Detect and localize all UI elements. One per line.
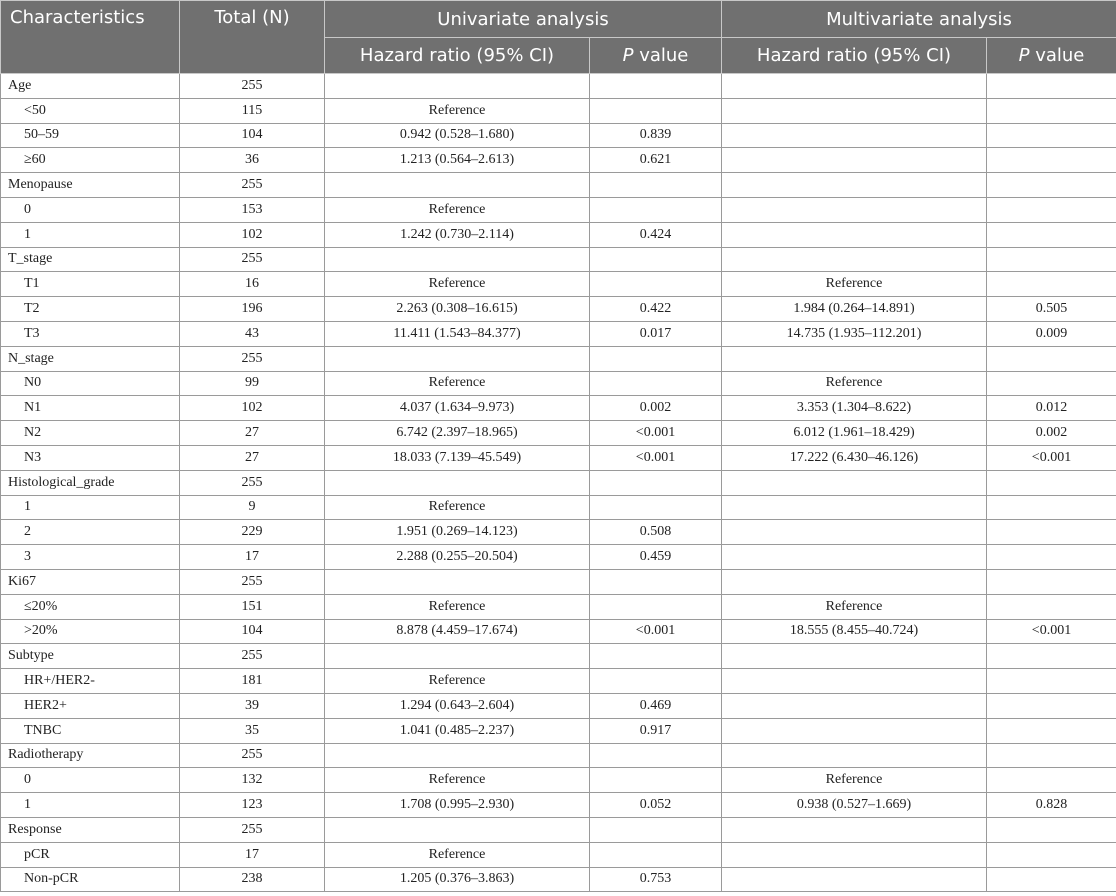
cell-multivariate-p: 0.505 (987, 297, 1116, 322)
cell-univariate-hr: Reference (325, 594, 590, 619)
cell-multivariate-p (987, 173, 1116, 198)
table-row (1, 569, 1116, 594)
cell-characteristic: pCR (1, 842, 180, 867)
cell-univariate-hr: Reference (325, 371, 590, 396)
cell-multivariate-hr (722, 173, 987, 198)
cell-total: 229 (180, 520, 325, 545)
cell-multivariate-hr: Reference (722, 371, 987, 396)
cell-total: 104 (180, 123, 325, 148)
table-row (1, 495, 1116, 520)
cell-multivariate-p (987, 470, 1116, 495)
table-row (1, 768, 1116, 793)
table-row (1, 445, 1116, 470)
cell-univariate-p: 0.459 (590, 545, 722, 570)
cell-characteristic: T2 (1, 297, 180, 322)
header-univariate: Univariate analysis (325, 1, 722, 38)
cell-multivariate-hr (722, 520, 987, 545)
cell-characteristic: HR+/HER2- (1, 669, 180, 694)
cell-univariate-hr: 4.037 (1.634–9.973) (325, 396, 590, 421)
table-row (1, 743, 1116, 768)
cell-univariate-hr (325, 346, 590, 371)
cell-multivariate-hr: Reference (722, 768, 987, 793)
cell-univariate-hr: 1.294 (0.643–2.604) (325, 693, 590, 718)
cell-multivariate-p (987, 644, 1116, 669)
cell-characteristic: N1 (1, 396, 180, 421)
table-row (1, 98, 1116, 123)
cell-univariate-p (590, 669, 722, 694)
table-row (1, 867, 1116, 892)
cell-univariate-p (590, 74, 722, 99)
cell-multivariate-hr: 1.984 (0.264–14.891) (722, 297, 987, 322)
cell-multivariate-hr (722, 98, 987, 123)
cell-multivariate-hr: 18.555 (8.455–40.724) (722, 619, 987, 644)
cell-univariate-p (590, 371, 722, 396)
table-row (1, 321, 1116, 346)
cell-total: 27 (180, 421, 325, 446)
cell-univariate-p: 0.753 (590, 867, 722, 892)
cell-univariate-p: 0.422 (590, 297, 722, 322)
cell-multivariate-hr (722, 197, 987, 222)
cell-multivariate-hr (722, 470, 987, 495)
cell-multivariate-p (987, 693, 1116, 718)
cell-characteristic: Histological_grade (1, 470, 180, 495)
cell-multivariate-p (987, 718, 1116, 743)
cell-characteristic: 3 (1, 545, 180, 570)
table-row (1, 545, 1116, 570)
cell-univariate-hr: Reference (325, 495, 590, 520)
cell-univariate-p: 0.002 (590, 396, 722, 421)
cell-total: 255 (180, 74, 325, 99)
cell-multivariate-p (987, 197, 1116, 222)
table-header (1, 1, 1116, 74)
cell-univariate-p: 0.052 (590, 793, 722, 818)
table-row (1, 669, 1116, 694)
cell-multivariate-hr (722, 842, 987, 867)
cell-multivariate-hr (722, 569, 987, 594)
table-row (1, 222, 1116, 247)
table-row (1, 148, 1116, 173)
header-univariate-p: P value (590, 38, 722, 74)
cell-multivariate-p (987, 594, 1116, 619)
cell-univariate-hr (325, 569, 590, 594)
cell-total: 9 (180, 495, 325, 520)
cell-multivariate-p (987, 222, 1116, 247)
cell-characteristic: N0 (1, 371, 180, 396)
cell-multivariate-p (987, 74, 1116, 99)
cell-total: 255 (180, 644, 325, 669)
cell-univariate-p: <0.001 (590, 445, 722, 470)
cell-characteristic: <50 (1, 98, 180, 123)
cell-total: 115 (180, 98, 325, 123)
table-row (1, 371, 1116, 396)
cell-univariate-hr: 1.242 (0.730–2.114) (325, 222, 590, 247)
cell-univariate-p (590, 817, 722, 842)
cell-univariate-p: 0.917 (590, 718, 722, 743)
cell-characteristic: Non-pCR (1, 867, 180, 892)
cell-multivariate-p (987, 669, 1116, 694)
cell-multivariate-hr (722, 222, 987, 247)
cell-total: 255 (180, 173, 325, 198)
cell-multivariate-hr: 0.938 (0.527–1.669) (722, 793, 987, 818)
cell-univariate-p (590, 743, 722, 768)
cell-total: 39 (180, 693, 325, 718)
cell-univariate-hr: 1.213 (0.564–2.613) (325, 148, 590, 173)
table-row (1, 297, 1116, 322)
header-characteristics: Characteristics (1, 1, 180, 74)
table-row (1, 842, 1116, 867)
cell-multivariate-hr (722, 346, 987, 371)
cell-univariate-hr: 2.263 (0.308–16.615) (325, 297, 590, 322)
cell-multivariate-p (987, 98, 1116, 123)
cell-univariate-hr (325, 247, 590, 272)
cell-multivariate-p (987, 743, 1116, 768)
table-row (1, 470, 1116, 495)
cell-univariate-hr: 0.942 (0.528–1.680) (325, 123, 590, 148)
header-multivariate-hr: Hazard ratio (95% CI) (722, 38, 987, 74)
cell-total: 43 (180, 321, 325, 346)
cell-univariate-p (590, 594, 722, 619)
cell-characteristic: >20% (1, 619, 180, 644)
table-row (1, 346, 1116, 371)
cell-multivariate-hr (722, 148, 987, 173)
table-row (1, 793, 1116, 818)
cell-univariate-hr: 1.205 (0.376–3.863) (325, 867, 590, 892)
cell-univariate-p: 0.424 (590, 222, 722, 247)
cell-total: 16 (180, 272, 325, 297)
cell-total: 102 (180, 396, 325, 421)
cell-univariate-p (590, 197, 722, 222)
cell-multivariate-hr: 3.353 (1.304–8.622) (722, 396, 987, 421)
cell-multivariate-p (987, 817, 1116, 842)
cell-multivariate-hr (722, 644, 987, 669)
cell-univariate-hr: Reference (325, 842, 590, 867)
table-row (1, 594, 1116, 619)
cell-characteristic: HER2+ (1, 693, 180, 718)
cell-univariate-p (590, 768, 722, 793)
cell-total: 255 (180, 569, 325, 594)
cell-total: 27 (180, 445, 325, 470)
cell-multivariate-hr (722, 123, 987, 148)
table-row (1, 247, 1116, 272)
cell-characteristic: Menopause (1, 173, 180, 198)
cell-total: 102 (180, 222, 325, 247)
cell-univariate-hr: Reference (325, 98, 590, 123)
cell-total: 255 (180, 817, 325, 842)
cell-univariate-p (590, 272, 722, 297)
cell-total: 36 (180, 148, 325, 173)
cell-multivariate-hr: 14.735 (1.935–112.201) (722, 321, 987, 346)
cell-multivariate-p: 0.009 (987, 321, 1116, 346)
header-multivariate-p: P value (987, 38, 1116, 74)
cell-multivariate-p (987, 371, 1116, 396)
cell-characteristic: T3 (1, 321, 180, 346)
cell-univariate-p (590, 842, 722, 867)
cell-univariate-hr: 8.878 (4.459–17.674) (325, 619, 590, 644)
cell-total: 17 (180, 842, 325, 867)
cell-multivariate-hr (722, 74, 987, 99)
cell-multivariate-p: <0.001 (987, 445, 1116, 470)
cell-multivariate-p (987, 495, 1116, 520)
cell-multivariate-p (987, 346, 1116, 371)
cell-total: 132 (180, 768, 325, 793)
cell-univariate-p: 0.839 (590, 123, 722, 148)
cell-total: 17 (180, 545, 325, 570)
cell-multivariate-hr (722, 743, 987, 768)
cell-characteristic: T_stage (1, 247, 180, 272)
table-row (1, 644, 1116, 669)
cell-univariate-p (590, 346, 722, 371)
cell-univariate-hr: Reference (325, 768, 590, 793)
cell-multivariate-p (987, 123, 1116, 148)
header-total: Total (N) (180, 1, 325, 74)
cell-univariate-p: <0.001 (590, 421, 722, 446)
cell-multivariate-p: <0.001 (987, 619, 1116, 644)
cell-characteristic: 1 (1, 222, 180, 247)
cell-total: 255 (180, 346, 325, 371)
cell-univariate-p (590, 644, 722, 669)
cell-characteristic: 2 (1, 520, 180, 545)
cell-multivariate-hr (722, 669, 987, 694)
cell-characteristic: ≤20% (1, 594, 180, 619)
cell-total: 123 (180, 793, 325, 818)
cell-characteristic: N_stage (1, 346, 180, 371)
cell-multivariate-hr: Reference (722, 272, 987, 297)
cell-univariate-hr: 1.041 (0.485–2.237) (325, 718, 590, 743)
cell-univariate-hr: 18.033 (7.139–45.549) (325, 445, 590, 470)
cell-multivariate-hr (722, 867, 987, 892)
cell-univariate-hr: Reference (325, 197, 590, 222)
cell-multivariate-p (987, 768, 1116, 793)
cell-univariate-hr: Reference (325, 669, 590, 694)
table-row (1, 718, 1116, 743)
cell-characteristic: ≥60 (1, 148, 180, 173)
cell-multivariate-hr: 17.222 (6.430–46.126) (722, 445, 987, 470)
cell-univariate-hr (325, 74, 590, 99)
cell-characteristic: T1 (1, 272, 180, 297)
cell-characteristic: 1 (1, 793, 180, 818)
table-row (1, 619, 1116, 644)
cell-univariate-hr (325, 644, 590, 669)
table-row (1, 173, 1116, 198)
cell-characteristic: TNBC (1, 718, 180, 743)
cell-characteristic: Age (1, 74, 180, 99)
cell-multivariate-p (987, 272, 1116, 297)
cell-univariate-hr (325, 743, 590, 768)
cell-univariate-p (590, 495, 722, 520)
cell-univariate-p: 0.508 (590, 520, 722, 545)
cell-total: 151 (180, 594, 325, 619)
cell-univariate-p (590, 569, 722, 594)
header-multivariate: Multivariate analysis (722, 1, 1116, 38)
cell-univariate-hr: 1.708 (0.995–2.930) (325, 793, 590, 818)
cell-characteristic: 1 (1, 495, 180, 520)
cell-univariate-p (590, 470, 722, 495)
cell-multivariate-p (987, 569, 1116, 594)
cell-multivariate-hr: Reference (722, 594, 987, 619)
cell-characteristic: 50–59 (1, 123, 180, 148)
cell-univariate-hr: 6.742 (2.397–18.965) (325, 421, 590, 446)
cell-characteristic: 0 (1, 197, 180, 222)
cell-multivariate-hr (722, 693, 987, 718)
cell-multivariate-hr (722, 718, 987, 743)
cell-characteristic: 0 (1, 768, 180, 793)
cell-univariate-p: <0.001 (590, 619, 722, 644)
table-row (1, 520, 1116, 545)
cell-multivariate-p (987, 545, 1116, 570)
cell-total: 238 (180, 867, 325, 892)
cell-multivariate-p (987, 247, 1116, 272)
cell-univariate-p: 0.017 (590, 321, 722, 346)
table-row (1, 421, 1116, 446)
cell-univariate-hr: 1.951 (0.269–14.123) (325, 520, 590, 545)
cell-multivariate-p (987, 520, 1116, 545)
cell-univariate-hr (325, 817, 590, 842)
cell-multivariate-p: 0.002 (987, 421, 1116, 446)
cell-multivariate-hr (722, 545, 987, 570)
cell-characteristic: Response (1, 817, 180, 842)
table-row (1, 123, 1116, 148)
table-row (1, 74, 1116, 99)
cell-total: 181 (180, 669, 325, 694)
cell-multivariate-p (987, 867, 1116, 892)
cell-total: 255 (180, 470, 325, 495)
cell-total: 104 (180, 619, 325, 644)
cell-univariate-p: 0.621 (590, 148, 722, 173)
cell-multivariate-hr: 6.012 (1.961–18.429) (722, 421, 987, 446)
cell-total: 153 (180, 197, 325, 222)
cell-univariate-p (590, 247, 722, 272)
table-body (1, 74, 1116, 892)
cell-multivariate-p (987, 148, 1116, 173)
cell-univariate-hr: 11.411 (1.543–84.377) (325, 321, 590, 346)
cell-multivariate-hr (722, 247, 987, 272)
cell-characteristic: Radiotherapy (1, 743, 180, 768)
cell-univariate-p: 0.469 (590, 693, 722, 718)
table-row (1, 197, 1116, 222)
cell-univariate-hr: 2.288 (0.255–20.504) (325, 545, 590, 570)
cell-characteristic: N3 (1, 445, 180, 470)
cell-total: 35 (180, 718, 325, 743)
table-row (1, 396, 1116, 421)
cell-total: 196 (180, 297, 325, 322)
cell-characteristic: N2 (1, 421, 180, 446)
cell-univariate-hr (325, 173, 590, 198)
header-univariate-hr: Hazard ratio (95% CI) (325, 38, 590, 74)
cell-univariate-hr: Reference (325, 272, 590, 297)
cell-univariate-hr (325, 470, 590, 495)
cell-multivariate-hr (722, 495, 987, 520)
cell-total: 99 (180, 371, 325, 396)
cell-multivariate-p: 0.828 (987, 793, 1116, 818)
cell-total: 255 (180, 743, 325, 768)
cell-total: 255 (180, 247, 325, 272)
table-row (1, 272, 1116, 297)
cell-univariate-p (590, 173, 722, 198)
cell-multivariate-p: 0.012 (987, 396, 1116, 421)
table-row (1, 817, 1116, 842)
cell-multivariate-p (987, 842, 1116, 867)
cell-characteristic: Ki67 (1, 569, 180, 594)
table-row (1, 693, 1116, 718)
cell-multivariate-hr (722, 817, 987, 842)
cell-characteristic: Subtype (1, 644, 180, 669)
cell-univariate-p (590, 98, 722, 123)
